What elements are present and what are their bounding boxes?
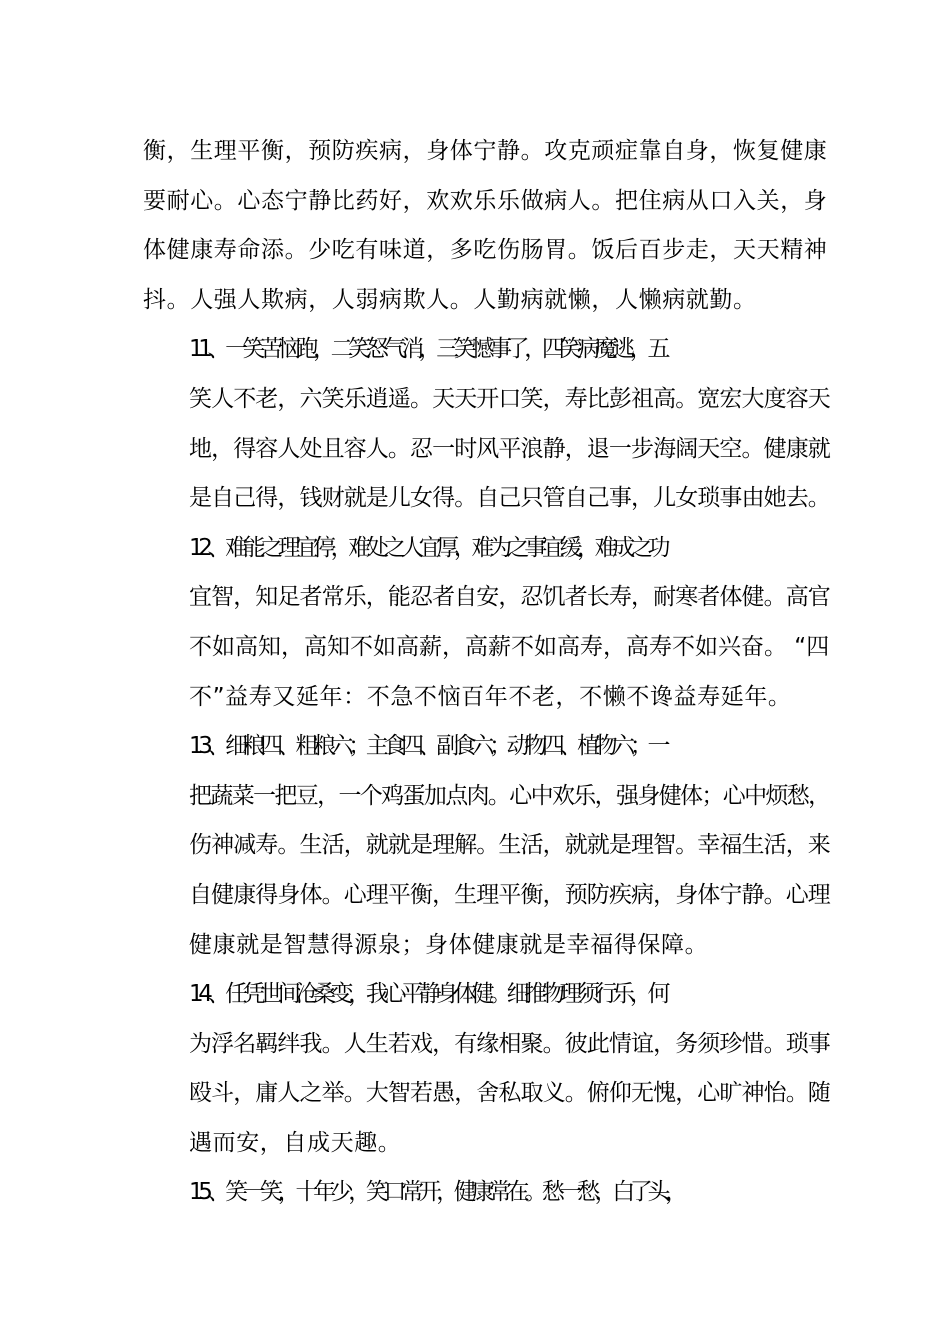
text-line: 11、一笑苦恼跑，二笑怒气消，三笑憾事了，四笑病魔逃，五 [189,336,666,363]
text-line: 自健康得身体。心理平衡，生理平衡，预防疾病，身体宁静。心理 [189,881,830,908]
text-line: 宜智，知足者常乐，能忍者自安，忍饥者长寿，耐寒者体健。高官 [189,584,830,611]
text-line: 地，得容人处且容人。忍一时风平浪静，退一步海阔天空。健康就 [189,435,830,462]
text-line: 伤神减寿。生活，就就是理解。生活，就就是理智。幸福生活，来 [189,832,830,859]
text-line: 是自己得，钱财就是儿女得。自己只管自己事，儿女琐事由她去。 [189,485,830,512]
text-line: 12、难能之理宜停，难处之人宜厚，难为之事宜缓，难成之功 [189,534,666,561]
text-line: 衡，生理平衡，预防疾病，身体宁静。攻克顽症靠自身，恢复健康 [143,138,828,164]
text-line: 为浮名羁绊我。人生若戏，有缘相聚。彼此情谊，务须珍惜。琐事 [189,1030,830,1057]
text-line: 15、笑一笑，十年少，笑口常开，健康常在。愁一愁，白了头， [189,1179,683,1206]
text-line: 体健康寿命添。少吃有味道，多吃伤肠胃。饭后百步走，天天精神 [143,237,828,264]
text-line: 抖。人强人欺病，人弱病欺人。人勤病就懒，人懒病就勤。 [143,286,757,313]
text-line: 要耐心。心态宁静比药好，欢欢乐乐做病人。把住病从口入关，身 [143,187,828,214]
text-line: 13、细粮四、粗粮六；主食四、副食六；动物四、植物六；一 [189,733,666,760]
text-line: 遇而安，自成天趣。 [189,1129,402,1156]
paragraph [143,524,833,722]
text-line: 不如高知，高知不如高薪，高薪不如高寿，高寿不如兴奋。 “四 [189,633,830,660]
text-line: 殴斗，庸人之举。大智若愚，舍私取义。俯仰无愧，心旷神怡。随 [189,1080,830,1107]
text-line: 14、任凭世间沧桑变，我心平静身体健。细推物理须行乐，何 [189,981,666,1008]
text-line: 不”益寿又延年：不急不恼百年不老，不懒不谗益寿延年。 [189,683,792,710]
paragraph [143,722,833,970]
paragraph [143,970,833,1168]
text-line: 健康就是智慧得源泉；身体健康就是幸福得保障。 [189,931,709,958]
paragraph [143,127,833,325]
paragraph [143,325,833,523]
document-page [143,127,833,1218]
text-line: 笑人不老，六笑乐逍遥。天天开口笑，寿比彭祖高。宽宏大度容天 [189,385,830,412]
text-line: 把蔬菜一把豆，一个鸡蛋加点肉。心中欢乐，强身健体；心中烦愁， [189,782,830,809]
paragraph [143,1168,833,1218]
